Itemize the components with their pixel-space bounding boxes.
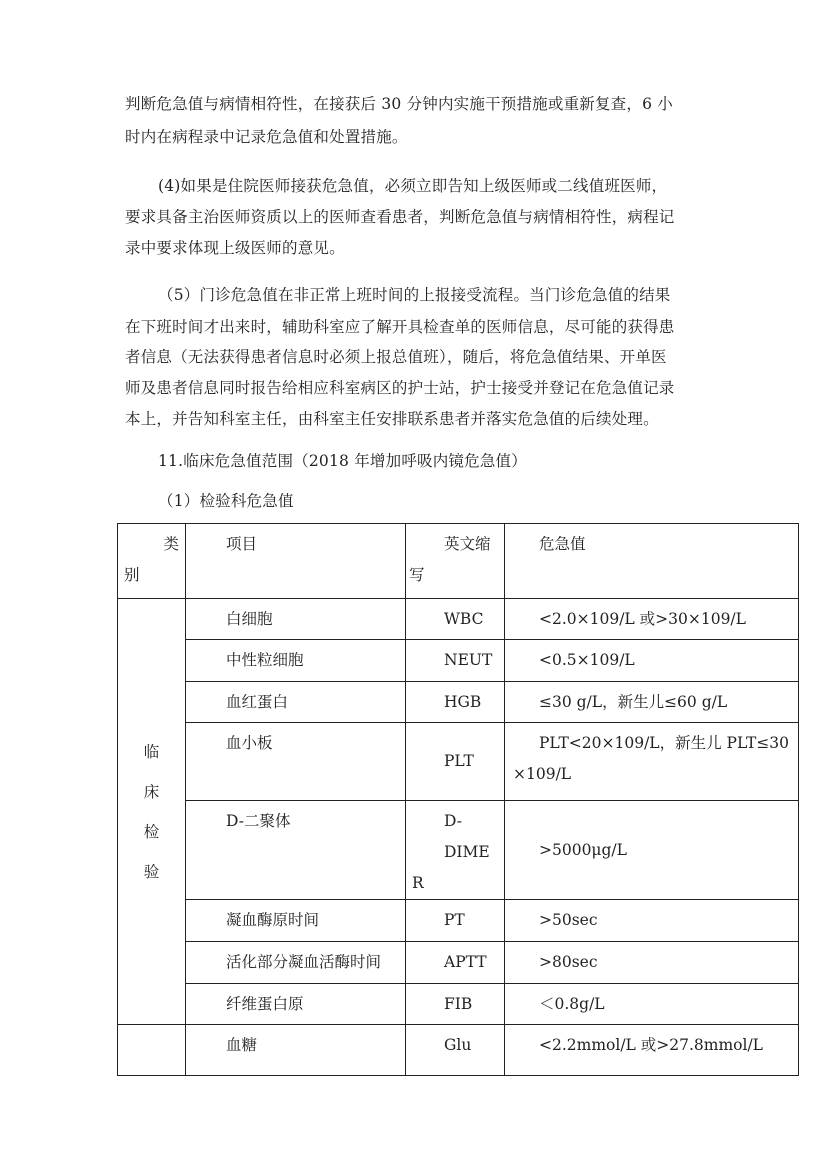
value-cell: <2.0×109/L 或>30×109/L [505, 599, 799, 640]
category-cell: 临 床 检 验 [118, 599, 186, 1025]
header-value: 危急值 [505, 524, 799, 599]
section-heading: 11.临床危急值范围（2018 年增加呼吸内镜危急值） [158, 452, 527, 470]
item-cell: 活化部分凝血活酶时间 [186, 942, 406, 984]
abbr-cell: WBC [406, 599, 505, 640]
text-line: 师及患者信息同时报告给相应科室病区的护士站，护士接受并登记在危急值记录 [125, 379, 675, 397]
table-row [118, 640, 799, 682]
item-cell: 血红蛋白 [186, 682, 406, 723]
value-cell: >80sec [505, 942, 799, 984]
item-cell: 血小板 [186, 723, 406, 801]
value-cell: >5000μg/L [505, 801, 799, 900]
text-line: 在下班时间才出来时，辅助科室应了解开具检查单的医师信息，尽可能的获得患 [125, 318, 675, 336]
table-header-row [118, 524, 799, 599]
table-row [118, 599, 799, 640]
abbr-cell: NEUT [406, 640, 505, 682]
item-cell: 中性粒细胞 [186, 640, 406, 682]
table-row [118, 682, 799, 723]
abbr-cell: Glu [406, 1025, 505, 1076]
table-row [118, 801, 799, 900]
table-row [118, 723, 799, 801]
table-row [118, 1025, 799, 1076]
item-cell: D-二聚体 [186, 801, 406, 900]
value-cell: PLT<20×109/L，新生儿 PLT≤30 ×109/L [505, 723, 799, 801]
header-text: 英文缩 [444, 535, 491, 553]
category-cell [118, 1025, 186, 1076]
value-cell: >50sec [505, 900, 799, 942]
header-text: 写 [409, 566, 425, 584]
abbr-cell: HGB [406, 682, 505, 723]
value-cell: <2.2mmol/L 或>27.8mmol/L [505, 1025, 799, 1076]
text-line: 录中要求体现上级医师的意见。 [125, 239, 345, 257]
header-text: 别 [124, 566, 140, 584]
table-row [118, 942, 799, 984]
text-line: 要求具备主治医师资质以上的医师查看患者，判断危急值与病情相符性，病程记 [125, 208, 675, 226]
table-row [118, 984, 799, 1025]
item-cell: 白细胞 [186, 599, 406, 640]
abbr-cell: FIB [406, 984, 505, 1025]
abbr-cell: PT [406, 900, 505, 942]
table-row [118, 900, 799, 942]
header-category [118, 524, 186, 599]
text-line: 判断危急值与病情相符性，在接获后 30 分钟内实施干预措施或重新复查，6 小 [125, 95, 673, 113]
header-text: 类 [163, 535, 179, 553]
abbr-cell: D-DIME R [406, 801, 505, 900]
text-line: 时内在病程录中记录危急值和处置措施。 [125, 128, 408, 146]
value-cell: ＜0.8g/L [505, 984, 799, 1025]
value-cell: ≤30 g/L，新生儿≤60 g/L [505, 682, 799, 723]
header-abbr [406, 524, 505, 599]
item-cell: 凝血酶原时间 [186, 900, 406, 942]
abbr-cell: PLT [406, 723, 505, 801]
text-line: 者信息（无法获得患者信息时必须上报总值班），随后，将危急值结果、开单医 [125, 348, 667, 366]
item-cell: 血糖 [186, 1025, 406, 1076]
abbr-cell: APTT [406, 942, 505, 984]
value-cell: <0.5×109/L [505, 640, 799, 682]
critical-values-table [117, 523, 799, 1076]
item-cell: 纤维蛋白原 [186, 984, 406, 1025]
text-line: 本上，并告知科室主任，由科室主任安排联系患者并落实危急值的后续处理。 [125, 410, 659, 428]
subsection-heading: （1）检验科危急值 [158, 492, 294, 510]
header-item: 项目 [186, 524, 406, 599]
text-line: （5）门诊危急值在非正常上班时间的上报接受流程。当门诊危急值的结果 [158, 286, 671, 304]
text-line: (4)如果是住院医师接获危急值，必须立即告知上级医师或二线值班医师， [158, 177, 668, 195]
